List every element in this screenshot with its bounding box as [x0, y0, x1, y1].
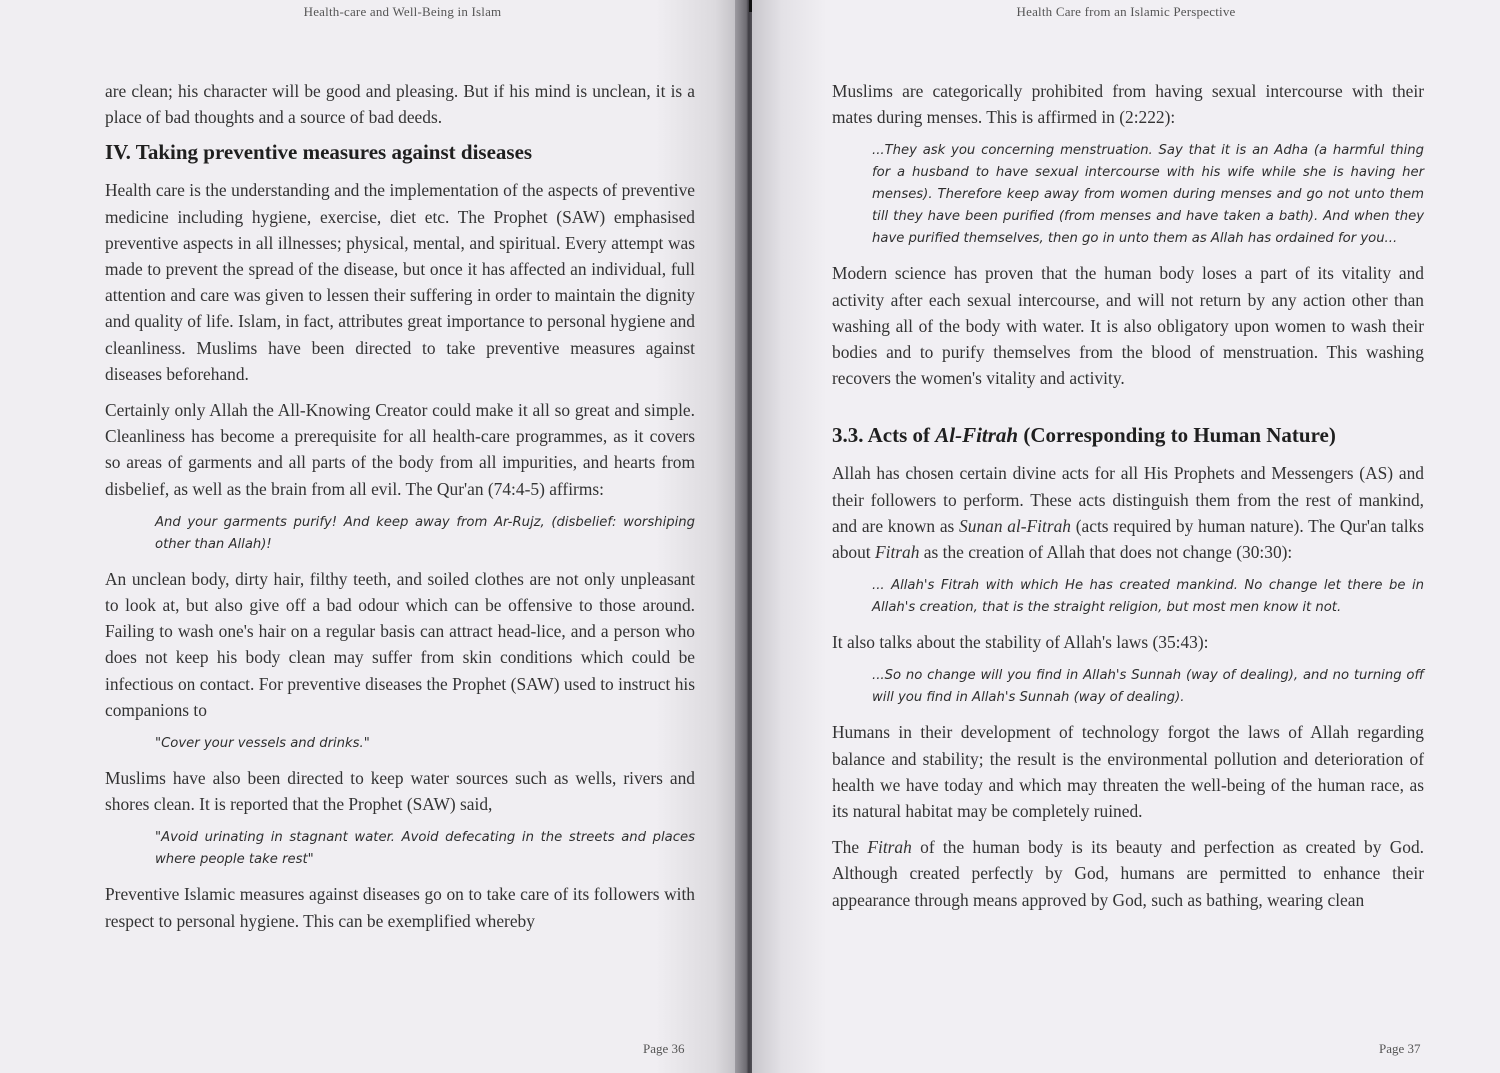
running-head-right: Health Care from an Islamic Perspective — [1016, 4, 1236, 19]
paragraph — [832, 834, 1424, 913]
left-page-content — [105, 78, 695, 944]
italic-term: Fitrah — [867, 837, 912, 858]
text-run: (acts required by human nature). The Qur'an talks about — [832, 515, 1424, 563]
paragraph: Humans in their development of technology forgot the laws of Allah regarding balance and stability; the result is the environmental pollution and deterioration of health we have today and which may threaten the well-being of the human race, as its natural habitat may be completely ruined. — [832, 722, 1424, 822]
paragraph: Health care is the understanding and the implementation of the aspects of preventive medicine including hygiene, exercise, diet etc. The Prophet (SAW) emphasised preventive aspects in all illnesses; physical, mental, and spiritual. Every attempt was made to prevent the spread of the disease, but once it has affected an individual, full attention and care was given to lessen their suffering in order to maintain the dignity and quality of life. Islam, in fact, attributes great importance to personal hygiene and cleanliness. Muslims have been directed to take preventive measures against diseases beforehand. — [105, 180, 695, 384]
running-head-left: Health-care and Well-Being in Islam — [303, 4, 502, 19]
italic-term: Fitrah — [874, 542, 920, 563]
quranic-quote: ...So no change will you find in Allah's Sunnah (way of dealing), and no turning off will you find in Allah's Sunnah (way of dealing). — [872, 668, 1424, 706]
quranic-quote: And your garments purify! And keep away from Ar-Rujz, (disbelief: worshiping other than Allah)! — [155, 514, 695, 552]
heading-prefix: 3.3. Acts of — [832, 423, 936, 448]
paragraph: Muslims are categorically prohibited from having sexual intercourse with their mates during menses. This is affirmed in (2:222): — [832, 81, 1424, 128]
hadith-quote: "Cover your vessels and drinks." — [155, 736, 370, 752]
heading-italic-term: Al-Fitrah — [935, 423, 1019, 448]
quranic-quote: ...They ask you concerning menstruation. Say that it is an Adha (a harmful thing for a husband to have sexual intercourse with his wife while she is having her menses). Therefore keep away from women during menses and go not unto them till they have been purified (from menses and have taken a bath). And when they have purified themselves, then go in unto them as Allah has ordained for you... — [872, 143, 1424, 247]
text-run: Allah has chosen certain divine acts for all His Prophets and Messengers (AS) and their followers to perform. These acts distinguish them from the rest of mankind, and are known as — [832, 463, 1424, 536]
section-heading: IV. Taking preventive measures against diseases — [105, 140, 533, 165]
page-number-left: Page 36 — [643, 1041, 685, 1056]
text-run: of the human body is its beauty and perfection as created by God. Although created perfectly by God, humans are permitted to enhance their appearance through means approved by God, such as bathing, wearing clean — [832, 837, 1425, 910]
paragraph: Modern science has proven that the human body loses a part of its vitality and activity after each sexual intercourse, and will not return by any action other than washing all of the body with water. It is also obligatory upon women to wash their bodies and to purify themselves from the blood of menstruation. This washing recovers the women's vitality and activity. — [832, 263, 1424, 389]
left-page — [0, 0, 745, 1073]
paragraph: are clean; his character will be good and pleasing. But if his mind is unclean, it is a place of bad thoughts and a source of bad deeds. — [105, 81, 695, 128]
paragraph: Certainly only Allah the All-Knowing Creator could make it all so great and simple. Cleanliness has become a prerequisite for all health-care programmes, as it covers so areas of garments and all parts of the body from all impurities, and hearts from disbelief, as well as the brain from all evil. The Qur'an (74:4-5) affirms: — [105, 400, 695, 499]
right-page-content — [832, 78, 1424, 923]
page-number-right: Page 37 — [1379, 1041, 1421, 1056]
paragraph — [832, 460, 1424, 565]
text-run: The — [832, 837, 868, 858]
paragraph: An unclean body, dirty hair, filthy teeth, and soiled clothes are not only unpleasant to look at, but also give off a bad odour which can be offensive to those around. Failing to wash one's hair on a regular basis can attract head-lice, and a person who does not keep his body clean may suffer from skin conditions which could be infectious on contact. For preventive diseases the Prophet (SAW) used to instruct his companions to — [105, 568, 695, 720]
quranic-quote: ... Allah's Fitrah with which He has created mankind. No change let there be in Allah's creation, that is the straight religion, but most men know it not. — [872, 578, 1424, 616]
section-heading — [832, 423, 1424, 448]
hadith-quote: "Avoid urinating in stagnant water. Avoid defecating in the streets and places where people take rest" — [155, 830, 695, 868]
heading-suffix: (Corresponding to Human Nature) — [1018, 423, 1336, 448]
paragraph: Preventive Islamic measures against diseases go on to take care of its followers with respect to personal hygiene. This can be exemplified whereby — [105, 884, 695, 931]
right-page — [752, 0, 1500, 1073]
text-run: as the creation of Allah that does not change (30:30): — [919, 542, 1293, 563]
italic-term: Sunan al-Fitrah — [959, 515, 1072, 536]
paragraph: Muslims have also been directed to keep water sources such as wells, rivers and shores clean. It is reported that the Prophet (SAW) said, — [105, 768, 695, 815]
paragraph: It also talks about the stability of Allah's laws (35:43): — [832, 632, 1209, 653]
